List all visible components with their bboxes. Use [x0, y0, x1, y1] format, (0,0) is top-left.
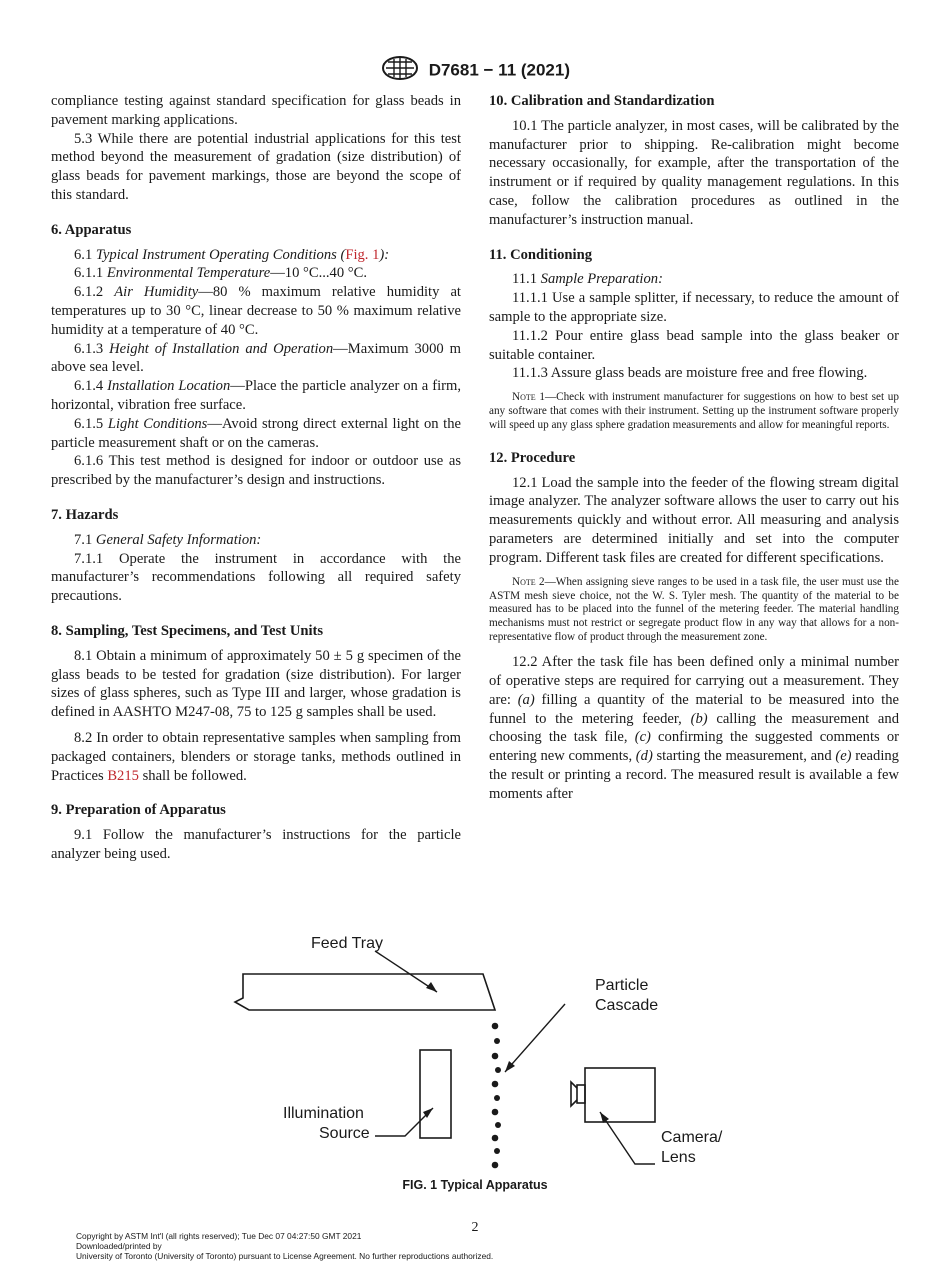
- paragraph-6-1: 6.1 Typical Instrument Operating Conditions (Fig. 1):: [74, 246, 390, 263]
- paragraph-12-1: 12.1 Load the sample into the feeder of the flowing stream digital image analyzer. The analyzer software allows the user to carry out his measurements quickly and without error. All measuring and analysis parameters are determined initially and set into the computer program. Different task files are created for different specifications.: [489, 474, 899, 566]
- copyright-footer: [76, 1231, 493, 1262]
- paragraph-11-1-3: 11.1.3 Assure glass beads are moisture free and free flowing.: [512, 365, 868, 382]
- paragraph-8-2: 8.2 In order to obtain representative samples when sampling from packaged containers, blenders or storage tanks, methods outlined in Practices B215 shall be followed.: [51, 729, 461, 784]
- paragraph-6-1-1: 6.1.1 Environmental Temperature—10 °C...40 °C.: [74, 265, 368, 282]
- left-column: [51, 92, 461, 864]
- footer-line-2: Downloaded/printed by: [76, 1241, 162, 1252]
- label-particle-2: Cascade: [595, 997, 659, 1014]
- page-header: [0, 56, 950, 85]
- paragraph-11-1: 11.1 Sample Preparation:: [512, 271, 663, 288]
- paragraph-12-2: 12.2 After the task file has been defined only a minimal number of operative steps are required for carrying out a measurement. They are: (a) filling a quantity of the material to be measured into the funnel to the metering feeder, (b) calling the measurement and choosing the task file, (c) confirming the suggested comments or entering new comments, (d) starting the measurement, and (e) reading the result or printing a record. The measured result is available a few moments after: [489, 654, 899, 802]
- figure-1: [215, 922, 735, 1174]
- paragraph-6-1-6: 6.1.6 This test method is designed for indoor or outdoor use as prescribed by the manufacturer’s design and instructions.: [51, 453, 461, 489]
- paragraph-7-1-1: 7.1.1 Operate the instrument in accordance with the manufacturer’s recommendations following all required safety precautions.: [51, 550, 461, 605]
- section-10-title: 10. Calibration and Standardization: [489, 93, 715, 109]
- paragraph-6-1-3: 6.1.3 Height of Installation and Operation—Maximum 3000 m above sea level.: [51, 340, 461, 376]
- paragraph-5-3: 5.3 While there are potential industrial applications for this test method beyond the measurement of gradation (size distribution) of glass beads for pavement markings, those are beyond the scope of this standard.: [51, 130, 461, 203]
- footer-line-3: University of Toronto (University of Toronto) pursuant to License Agreement. No further reproductions authorized.: [76, 1251, 494, 1262]
- illumination-source-shape: [420, 1050, 451, 1138]
- paragraph-7-1: 7.1 General Safety Information:: [74, 531, 262, 548]
- section-9-title: 9. Preparation of Apparatus: [51, 802, 226, 819]
- label-feed-tray: Feed Tray: [311, 935, 384, 952]
- section-12-title: 12. Procedure: [489, 449, 576, 466]
- particle-cascade-leader: [505, 1004, 565, 1072]
- label-particle-1: Particle: [595, 977, 649, 994]
- note-1: Note 1—Check with instrument manufacturer for suggestions on how to best set up any software that comes with their instrument. Setting up the instrument software properly will speed up any glass sphere gradation measurements and allow for meaningful reports.: [489, 391, 899, 431]
- feed-tray-leader: [375, 951, 437, 992]
- section-8-title: 8. Sampling, Test Specimens, and Test Units: [51, 622, 324, 639]
- paragraph-8-1: 8.1 Obtain a minimum of approximately 50 ± 5 g specimen of the glass beads to be tested for gradation (size distribution). For larger sizes of glass spheres, such as Type III and larger, whose gradation is defined in AASHTO M247-08, 75 to 125 g samples shall be used.: [51, 647, 461, 721]
- paragraph-11-1-1: 11.1.1 Use a sample splitter, if necessary, to reduce the amount of sample to the appropriate size.: [489, 290, 899, 325]
- label-illumination-1: Illumination: [283, 1105, 364, 1122]
- paragraph-6-1-5: 6.1.5 Light Conditions—Avoid strong direct external light on the particle measurement shaft or on the cameras.: [51, 415, 462, 451]
- section-7-title: 7. Hazards: [51, 506, 119, 523]
- label-camera-2: Lens: [661, 1149, 696, 1166]
- label-camera-1: Camera/: [661, 1129, 723, 1146]
- feed-tray-shape: [235, 974, 495, 1010]
- footer-line-1: Copyright by ASTM Int'l (all rights reserved); Tue Dec 07 04:27:50 GMT 2021: [76, 1231, 362, 1241]
- camera-body-shape: [585, 1068, 655, 1122]
- section-6-title: 6. Apparatus: [51, 221, 132, 238]
- paragraph-9-1: 9.1 Follow the manufacturer’s instructions for the particle analyzer being used.: [51, 827, 461, 862]
- astm-logo-icon: [380, 56, 420, 85]
- particle-cascade: [492, 1023, 501, 1169]
- section-11-title: 11. Conditioning: [489, 246, 593, 263]
- b215-link[interactable]: B215: [107, 767, 139, 784]
- paragraph-10-1: 10.1 The particle analyzer, in most cases, will be calibrated by the manufacturer prior to shipping. Re-calibration might become necessary occasionally, for example, after the transportation of the instrument or if required by quality management regulations. In this case, follow the calibration procedures as outlined in the manufacturer’s instruction manual.: [489, 117, 899, 228]
- page-number: 2: [471, 1220, 479, 1235]
- paragraph-11-1-2: 11.1.2 Pour entire glass bead sample into the glass beaker or suitable container.: [489, 327, 899, 363]
- label-illumination-2: Source: [319, 1125, 370, 1142]
- note-2: Note 2—When assigning sieve ranges to be used in a task file, the user must use the ASTM mesh sieve choice, not the W. S. Tyler mesh. The quantity of the material to be measured has to be placed into the funnel of the metering feeder. The material handling mechanisms must not restrict or segregate product flow in any way that allows for a non-representative flow of product through the measurement zone.: [489, 575, 899, 644]
- figure-caption: FIG. 1 Typical Apparatus: [402, 1178, 548, 1192]
- paragraph-6-1-4: 6.1.4 Installation Location—Place the particle analyzer on a firm, horizontal, vibration free surface.: [51, 378, 461, 413]
- document-id: D7681 − 11 (2021): [428, 60, 571, 80]
- fig-1-link[interactable]: Fig. 1: [345, 246, 380, 263]
- paragraph: compliance testing against standard specification for glass beads in pavement marking applications.: [51, 93, 461, 128]
- paragraph-6-1-2: 6.1.2 Air Humidity—80 % maximum relative humidity at temperatures up to 30 °C, linear decrease to 50 % maximum relative humidity at a temperature of 40 °C.: [51, 284, 461, 338]
- right-column: [489, 92, 899, 804]
- camera-leader: [600, 1112, 655, 1164]
- camera-lens-shape: [577, 1085, 585, 1103]
